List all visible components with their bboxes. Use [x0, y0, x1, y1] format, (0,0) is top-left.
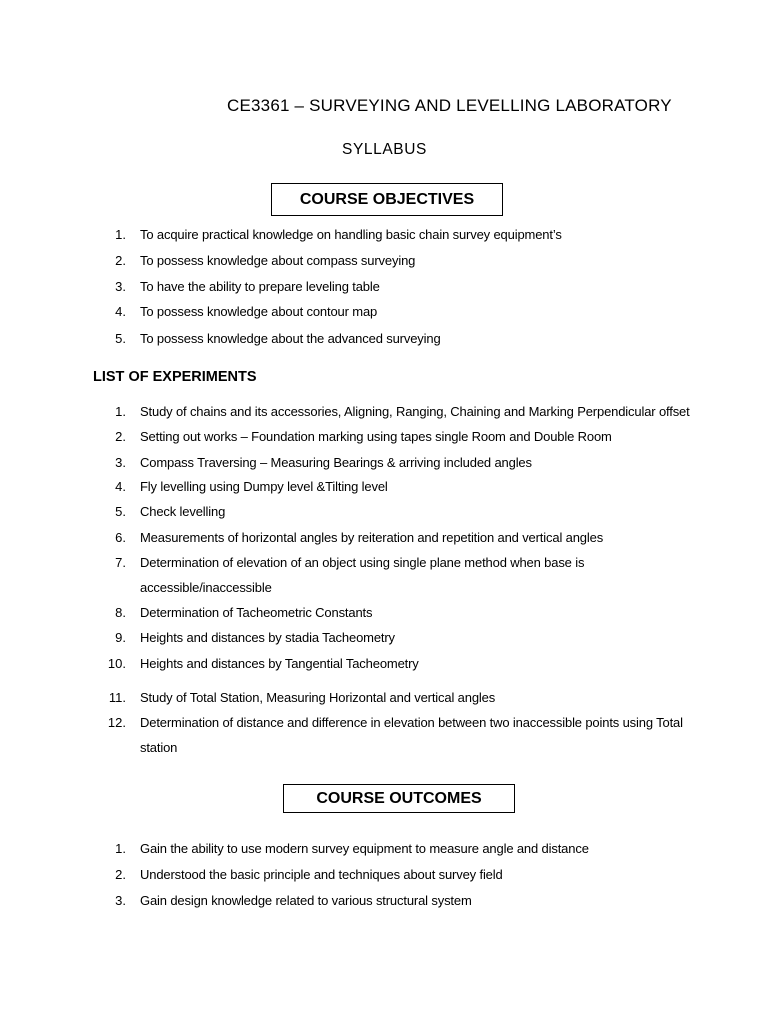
list-item-text [140, 550, 584, 600]
list-item-number: 1. [115, 841, 126, 856]
list-item-text: Heights and distances by stadia Tacheometry [140, 630, 395, 645]
list-item-number: 1. [115, 404, 126, 419]
course-outcomes-heading [283, 784, 515, 813]
list-item-number: 2. [115, 253, 126, 268]
list-item-number: 5. [115, 331, 126, 346]
course-objectives-heading [271, 183, 503, 216]
course-objectives-heading-label: COURSE OBJECTIVES [299, 190, 475, 208]
list-item-text: Determination of Tacheometric Constants [140, 605, 373, 620]
list-item-number: 8. [115, 605, 126, 620]
list-item-text: Setting out works – Foundation marking using tapes single Room and Double Room [140, 429, 612, 444]
course-title: CE3361 – SURVEYING AND LEVELLING LABORATORY [227, 96, 672, 115]
list-item-number: 4. [115, 479, 126, 494]
list-item-text-continuation: station [140, 740, 178, 755]
course-outcomes-heading-label: COURSE OUTCOMES [316, 789, 482, 807]
list-item-text [140, 710, 683, 760]
list-item-text: Study of chains and its accessories, Aligning, Ranging, Chaining and Marking Perpendicular offset [140, 404, 690, 419]
list-item-text: To possess knowledge about compass surveying [140, 253, 416, 268]
list-item-text: Gain the ability to use modern survey equipment to measure angle and distance [140, 841, 589, 856]
syllabus-label: SYLLABUS [342, 141, 427, 158]
list-item-text-line: Determination of elevation of an object using single plane method when base is [140, 555, 585, 570]
list-item-number: 7. [115, 555, 126, 570]
list-item-text: Measurements of horizontal angles by reiteration and repetition and vertical angles [140, 530, 604, 545]
list-item-text: Study of Total Station, Measuring Horizontal and vertical angles [140, 690, 496, 705]
list-item-text-continuation: accessible/inaccessible [140, 580, 272, 595]
list-item-number: 10. [107, 656, 126, 671]
list-item-number: 6. [115, 530, 126, 545]
list-item-number: 5. [115, 504, 126, 519]
list-item-number: 3. [115, 279, 126, 294]
list-item-number: 12. [107, 715, 126, 730]
list-item-number: 9. [115, 630, 126, 645]
list-item-text: Compass Traversing – Measuring Bearings & arriving included angles [140, 455, 532, 470]
list-item-number: 4. [115, 304, 126, 319]
list-item-text: Fly levelling using Dumpy level &Tilting level [140, 479, 388, 494]
list-item-number: 2. [115, 867, 126, 882]
list-item-text: To possess knowledge about the advanced surveying [140, 331, 441, 346]
list-item-number: 2. [115, 429, 126, 444]
list-item-text: Gain design knowledge related to various structural system [140, 893, 472, 908]
list-item-text-line: Determination of distance and difference in elevation between two inaccessible points using Total [140, 715, 683, 730]
list-item-text: To have the ability to prepare leveling table [140, 279, 380, 294]
list-item-text: To possess knowledge about contour map [140, 304, 378, 319]
list-item-text: To acquire practical knowledge on handling basic chain survey equipment’s [140, 227, 562, 242]
list-item-number: 1. [115, 227, 126, 242]
list-item-text: Heights and distances by Tangential Tacheometry [140, 656, 419, 671]
list-of-experiments-heading: LIST OF EXPERIMENTS [93, 369, 257, 385]
list-item-number: 11. [108, 690, 126, 705]
list-item-text: Understood the basic principle and techniques about survey field [140, 867, 503, 882]
list-item-number: 3. [115, 455, 126, 470]
list-item-number: 3. [115, 893, 126, 908]
list-item-text: Check levelling [140, 504, 226, 519]
